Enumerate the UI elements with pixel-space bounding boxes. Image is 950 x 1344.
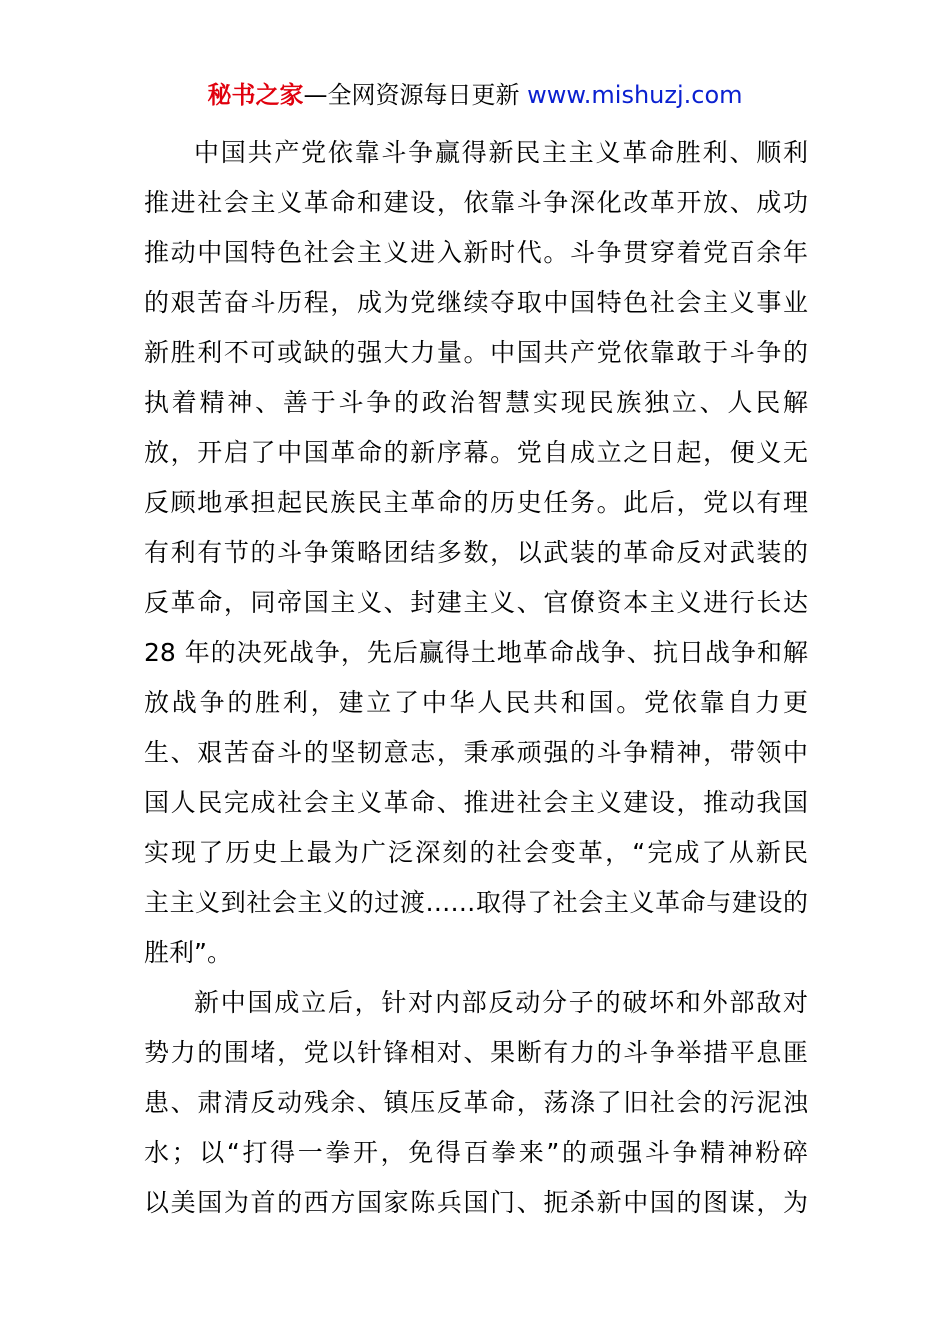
page-header	[0, 78, 950, 112]
header-slogan: —全网资源每日更新	[303, 81, 528, 109]
text-line: 国人民完成社会主义革命、推进社会主义建设，推动我国	[144, 788, 808, 817]
text-line: 反革命，同帝国主义、封建主义、官僚资本主义进行长达	[144, 588, 808, 617]
text-line: 新中国成立后，针对内部反动分子的破坏和外部敌对	[194, 988, 808, 1017]
text-line: 放战争的胜利，建立了中华人民共和国。党依靠自力更	[144, 688, 808, 717]
text-line: 的艰苦奋斗历程，成为党继续夺取中国特色社会主义事业	[144, 288, 808, 317]
text-line: 中国共产党依靠斗争赢得新民主主义革命胜利、顺利	[194, 138, 808, 167]
text-line: 有利有节的斗争策略团结多数，以武装的革命反对武装的	[144, 538, 808, 567]
text-line: 新胜利不可或缺的强大力量。中国共产党依靠敢于斗争的	[144, 338, 808, 367]
text-line: 放，开启了中国革命的新序幕。党自成立之日起，便义无	[144, 438, 808, 467]
text-line: 实现了历史上最为广泛深刻的社会变革，“完成了从新民	[144, 838, 808, 867]
brand-name: 秘书之家	[207, 81, 304, 109]
text-line: 执着精神、善于斗争的政治智慧实现民族独立、人民解	[144, 388, 808, 417]
text-line: 28 年的决死战争，先后赢得土地革命战争、抗日战争和解	[144, 638, 808, 667]
text-line: 推动中国特色社会主义进入新时代。斗争贯穿着党百余年	[144, 238, 808, 267]
text-line: 胜利”。	[144, 938, 232, 967]
paragraph-2	[144, 978, 808, 1228]
text-line: 主主义到社会主义的过渡……取得了社会主义革命与建设的	[144, 888, 808, 917]
text-line: 水；以“打得一拳开，免得百拳来”的顽强斗争精神粉碎	[144, 1138, 808, 1167]
paragraph-1	[144, 128, 808, 978]
text-line: 患、肃清反动残余、镇压反革命，荡涤了旧社会的污泥浊	[144, 1088, 808, 1117]
site-url-link[interactable]: www.mishuzj.com	[527, 81, 743, 109]
text-line: 推进社会主义革命和建设，依靠斗争深化改革开放、成功	[144, 188, 808, 217]
document-body	[144, 128, 808, 1228]
text-line: 势力的围堵，党以针锋相对、果断有力的斗争举措平息匪	[144, 1038, 808, 1067]
text-line: 以美国为首的西方国家陈兵国门、扼杀新中国的图谋，为	[144, 1188, 808, 1217]
text-line: 生、艰苦奋斗的坚韧意志，秉承顽强的斗争精神，带领中	[144, 738, 808, 767]
text-line: 反顾地承担起民族民主革命的历史任务。此后，党以有理	[144, 488, 808, 517]
